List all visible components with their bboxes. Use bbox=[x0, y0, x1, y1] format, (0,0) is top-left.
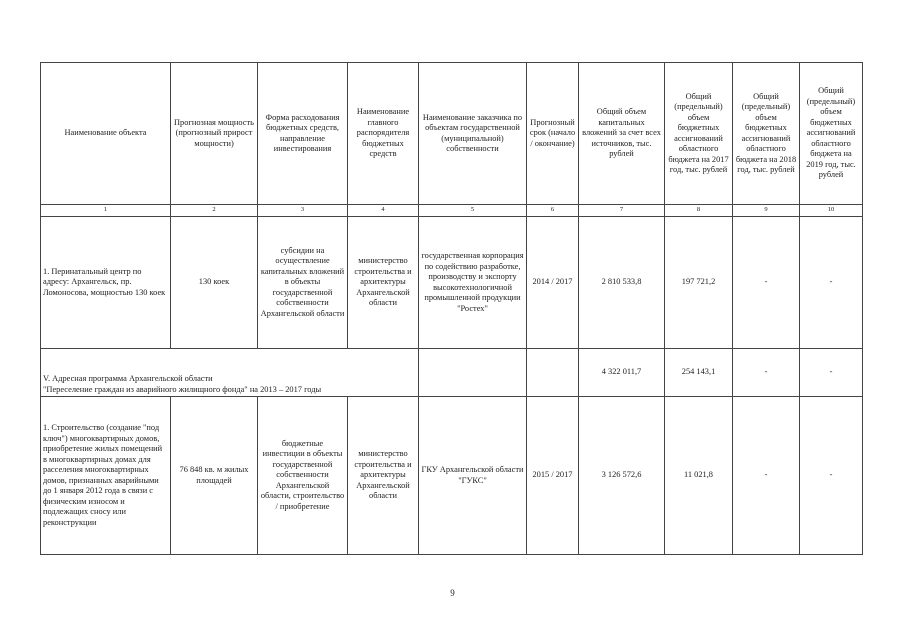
header-cell: Прогнозный срок (начало / окончание) bbox=[527, 63, 579, 205]
investment-table bbox=[40, 62, 863, 555]
budget-2019-cell: - bbox=[800, 397, 863, 555]
column-number: 10 bbox=[800, 205, 863, 217]
table-row bbox=[41, 217, 863, 349]
section-2019-cell: - bbox=[800, 349, 863, 397]
empty-cell bbox=[527, 349, 579, 397]
distributor-cell: министерство строительства и архитектуры Архангельской области bbox=[348, 217, 419, 349]
section-title-line1: V. Адресная программа Архангельской области bbox=[43, 374, 213, 383]
capacity-cell: 76 848 кв. м жилых площадей bbox=[171, 397, 258, 555]
object-name-cell: 1. Перинатальный центр по адресу: Архангельск, пр. Ломоносова, мощностью 130 коек bbox=[41, 217, 171, 349]
section-title-cell bbox=[41, 349, 419, 397]
customer-cell: ГКУ Архангельской области "ГУКС" bbox=[419, 397, 527, 555]
section-total-cell: 4 322 011,7 bbox=[579, 349, 665, 397]
funding-form-cell: бюджетные инвестиции в объекты государственной собственности Архангельской области, строительство / приобретение bbox=[258, 397, 348, 555]
funding-form-cell: субсидии на осуществление капитальных вложений в объекты государственной собственности Архангельской области bbox=[258, 217, 348, 349]
column-number: 5 bbox=[419, 205, 527, 217]
column-number: 4 bbox=[348, 205, 419, 217]
distributor-cell: министерство строительства и архитектуры Архангельской области bbox=[348, 397, 419, 555]
section-row bbox=[41, 349, 863, 397]
column-number: 3 bbox=[258, 205, 348, 217]
capacity-cell: 130 коек bbox=[171, 217, 258, 349]
budget-2017-cell: 11 021,8 bbox=[665, 397, 733, 555]
term-cell: 2014 / 2017 bbox=[527, 217, 579, 349]
budget-2018-cell: - bbox=[733, 217, 800, 349]
header-cell: Наименование главного распорядителя бюджетных средств bbox=[348, 63, 419, 205]
header-cell: Общий (предельный) объем бюджетных ассигнований областного бюджета на 2018 год, тыс. рублей bbox=[733, 63, 800, 205]
table-row bbox=[41, 397, 863, 555]
budget-2017-cell: 197 721,2 bbox=[665, 217, 733, 349]
header-cell: Общий (предельный) объем бюджетных ассигнований областного бюджета на 2017 год, тыс. рублей bbox=[665, 63, 733, 205]
page-number: 9 bbox=[450, 588, 455, 598]
column-number: 2 bbox=[171, 205, 258, 217]
column-number: 1 bbox=[41, 205, 171, 217]
section-2017-cell: 254 143,1 bbox=[665, 349, 733, 397]
empty-cell bbox=[419, 349, 527, 397]
column-number-row bbox=[41, 205, 863, 217]
column-number: 9 bbox=[733, 205, 800, 217]
customer-cell: государственная корпорация по содействию разработке, производству и экспорту высокотехнологичной промышленной продукции "Ростех" bbox=[419, 217, 527, 349]
section-2018-cell: - bbox=[733, 349, 800, 397]
header-cell: Наименование объекта bbox=[41, 63, 171, 205]
header-cell: Форма расходования бюджетных средств, направление инвестирования bbox=[258, 63, 348, 205]
header-cell: Общий объем капитальных вложений за счет всех источников, тыс. рублей bbox=[579, 63, 665, 205]
total-cell: 3 126 572,6 bbox=[579, 397, 665, 555]
header-row bbox=[41, 63, 863, 205]
object-name-cell: 1. Строительство (создание "под ключ") многоквартирных домов, приобретение жилых помещений в многоквартирных домах для расселения многоквартирных домов, признанных аварийными до 1 января 2012 года в связи с физическим износом и подлежащих сносу или реконструкции bbox=[41, 397, 171, 555]
header-cell: Прогнозная мощность (прогнозный прирост мощности) bbox=[171, 63, 258, 205]
header-cell: Наименование заказчика по объектам государственной (муниципальной) собственности bbox=[419, 63, 527, 205]
column-number: 8 bbox=[665, 205, 733, 217]
term-cell: 2015 / 2017 bbox=[527, 397, 579, 555]
header-cell: Общий (предельный) объем бюджетных ассигнований областного бюджета на 2019 год, тыс. рублей bbox=[800, 63, 863, 205]
budget-2018-cell: - bbox=[733, 397, 800, 555]
budget-2019-cell: - bbox=[800, 217, 863, 349]
total-cell: 2 810 533,8 bbox=[579, 217, 665, 349]
column-number: 6 bbox=[527, 205, 579, 217]
section-title-line2: "Переселение граждан из аварийного жилищного фонда" на 2013 – 2017 годы bbox=[43, 384, 322, 394]
column-number: 7 bbox=[579, 205, 665, 217]
